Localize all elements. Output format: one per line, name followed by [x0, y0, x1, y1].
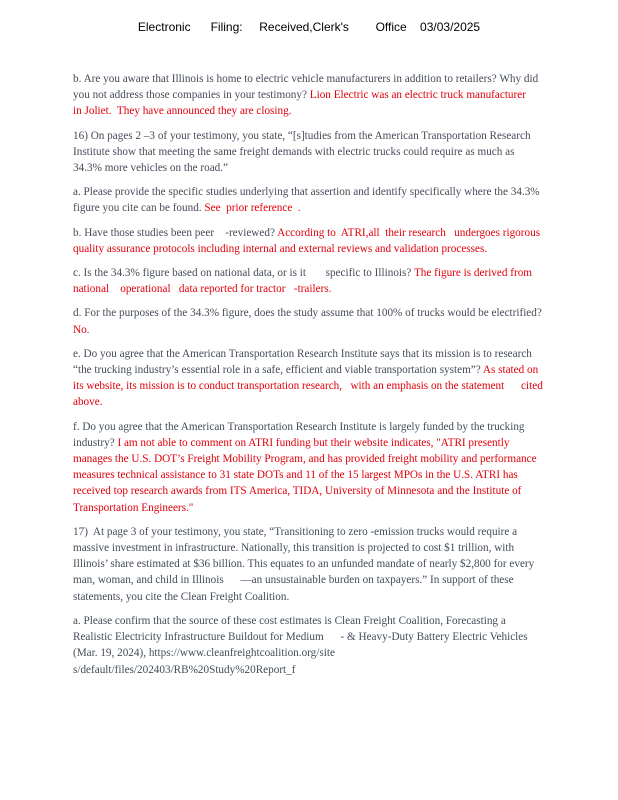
paragraph-q16c — [73, 265, 543, 297]
paragraph-q16b — [73, 225, 543, 257]
question-text: 16) On pages 2 –3 of your testimony, you state, “[s]tudies from the American Transportation Research Institute show that meeting the same freight demands with electric trucks could require as much as 34.3% more vehicles on the road.” — [73, 129, 534, 175]
question-text: c. Is the 34.3% figure based on national data, or is it specific to Illinois? — [73, 267, 412, 280]
answer-text: I am not able to comment on ATRI funding but their website indicates, "ATRI presently manages the U.S. DOT’s Freight Mobility Program, and has provided freight mobility and performance measures technical assistance to 31 state DOTs and 11 of the 15 largest MPOs in the U.S. ATRI has received top research awards from ITS America, TIDA, University of Minnesota and the Institute of Transportation Engineers." — [73, 436, 540, 514]
question-text: a. Please confirm that the source of these cost estimates is Clean Freight Coalition, Forecasting a Realistic Electricity Infrastructure Buildout for Medium - & Heavy-Duty Battery Electric Vehicles (Mar. 19, 2024), https://www.cleanfreightcoalition.org/site s/default/files/202403/RB%20Study%20Report_f — [73, 614, 531, 676]
question-text: d. For the purposes of the 34.3% figure, does the study assume that 100% of trucks would be electrified? — [73, 307, 542, 320]
question-text: f. Do you agree that the American Transportation Research Institute is largely funded by the trucking industry? — [73, 420, 528, 449]
answer-text: As stated on its website, its mission is to conduct transportation research, with an emphasis on the statement cited above. — [73, 364, 549, 409]
answer-text: Lion Electric was an electric truck manufacturer in Joliet. They have announced they are closing. — [73, 89, 540, 118]
answer-text: No. — [73, 323, 90, 336]
filing-header: Electronic Filing: Received,Clerk's Office 03/03/2025 — [137, 20, 481, 34]
question-text: a. Please provide the specific studies underlying that assertion and identify specifically where the 34.3% figure you cite can be found. — [73, 186, 543, 215]
paragraph-q16e — [73, 346, 549, 411]
paragraph-q16 — [73, 128, 543, 177]
question-text: e. Do you agree that the American Transportation Research Institute says that its mission is to research “the trucking industry’s essential role in a safe, efficient and viable transportation system”? — [73, 347, 535, 377]
question-text: b. Have those studies been peer -reviewed? — [73, 226, 275, 239]
answer-text: According to ATRI,all their research undergoes rigorous quality assurance protocols including internal and external reviews and validation processes. — [73, 226, 543, 255]
answer-text: See prior reference . — [204, 202, 301, 215]
paragraph-q15b — [73, 71, 543, 120]
question-text: b. Are you aware that Illinois is home to electric vehicle manufacturers in addition to retailers? Why did you not address those companies in your testimony? — [73, 73, 541, 102]
answer-text: The figure is derived from national operational data reported for tractor -trailers. — [73, 267, 535, 296]
paragraph-q16a — [73, 184, 543, 216]
paragraph-q17a — [73, 613, 543, 678]
paragraph-q16d — [73, 305, 543, 337]
question-text: 17) At page 3 of your testimony, you state, “Transitioning to zero -emission trucks would require a massive investment in infrastructure. Nationally, this transition is projected to cost $1 trillion, with Illinois’ share estimated at $36 billion. This equates to an unfunded mandate of nearly $2,800 for every man, woman, and child in Illinois —an unsustainable burden on taxpayers.” In support of these statements, you cite the Clean Freight Coalition. — [73, 525, 538, 603]
document-body — [73, 71, 549, 686]
paragraph-q17 — [73, 524, 543, 605]
paragraph-q16f — [73, 419, 543, 516]
